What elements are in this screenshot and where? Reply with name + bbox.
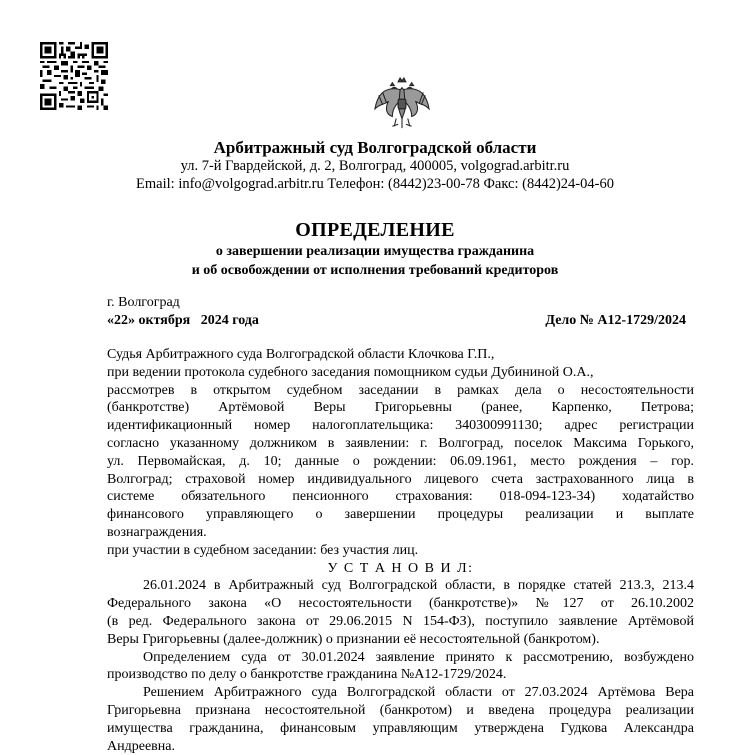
- body-line: Волгоград; страховой номер индивидуального лицевого счета застрахованного лица в: [107, 471, 694, 487]
- body-line: Определением суда от 30.01.2024 заявление принято к рассмотрению, возбуждено: [143, 649, 694, 665]
- case-number: Дело № А12-1729/2024: [545, 313, 686, 328]
- body-line: (в ред. Федерального закона от 29.06.2015 N 154-ФЗ), поступило заявление Артёмовой: [107, 613, 694, 629]
- ustanovil-heading: У С Т А Н О В И Л:: [327, 560, 474, 576]
- decision-date: «22» октября 2024 года: [107, 313, 259, 328]
- body-line: идентификационный номер налогоплательщика: 340300991130; адрес регистрации: [107, 418, 694, 434]
- body-line: ул. Первомайская, д. 10; данные о рождении: 06.09.1961, место рождения – гор.: [107, 453, 694, 469]
- body-line: имущества гражданина, финансовым управляющим утверждена Гудкова Александра: [107, 720, 694, 736]
- body-line: согласно указанному должником в заявлении: г. Волгоград, поселок Максима Горького,: [107, 435, 694, 451]
- city: г. Волгоград: [107, 295, 180, 310]
- document-title: ОПРЕДЕЛЕНИЕ: [295, 219, 455, 241]
- body-line: производство по делу о банкротстве гражданина №А12-1729/2024.: [107, 667, 507, 683]
- body-line: системе обязательного пенсионного страхования: 018-094-123-34) ходатайство: [107, 489, 694, 505]
- body-line: Федерального закона «О несостоятельности (банкротстве)» №127 от 26.10.2002: [107, 596, 694, 612]
- qr-code-icon: [40, 42, 108, 110]
- body-line: Андреевна.: [107, 738, 175, 754]
- document-body: [107, 346, 694, 755]
- body-line: Григорьевна признана несостоятельной (банкротом) и введена процедура реализации: [107, 702, 694, 718]
- body-line: финансового управляющего о завершении процедуры реализации и выплате: [107, 507, 694, 523]
- court-contacts: Email: info@volgograd.arbitr.ru Телефон: (8442)23-00-78 Факс: (8442)24-04-60: [136, 176, 614, 192]
- body-line: вознаграждения.: [107, 524, 207, 540]
- body-line: 26.01.2024 в Арбитражный суд Волгоградской области, в порядке статей 213.3, 213.4: [143, 578, 694, 594]
- court-address: ул. 7-й Гвардейской, д. 2, Волгоград, 400005, volgograd.arbitr.ru: [180, 158, 570, 174]
- intro-line: Судья Арбитражного суда Волгоградской области Клочкова Г.П.,: [107, 347, 495, 362]
- document-subtitle-line-1: о завершении реализации имущества гражданина: [215, 244, 535, 259]
- court-name: Арбитражный суд Волгоградской области: [213, 138, 537, 157]
- coat-of-arms-icon: [373, 76, 431, 132]
- body-line: рассмотрев в открытом судебном заседании в рамках дела о несостоятельности: [107, 382, 694, 398]
- participation-line: при участии в судебном заседании: без участия лиц.: [107, 542, 419, 558]
- body-line: Решением Арбитражного суда Волгоградской области от 27.03.2024 Артёмова Вера: [143, 685, 694, 701]
- body-line: (банкротстве) Артёмовой Веры Григорьевны (ранее, Карпенко, Петрова;: [107, 400, 694, 416]
- intro-line: при ведении протокола судебного заседания помощником судьи Дубининой О.А.,: [107, 364, 594, 380]
- document-subtitle-line-2: и об освобождении от исполнения требований кредиторов: [191, 263, 559, 278]
- body-line: Веры Григорьевны (далее-должник) о признании её несостоятельной (банкротом).: [107, 631, 600, 647]
